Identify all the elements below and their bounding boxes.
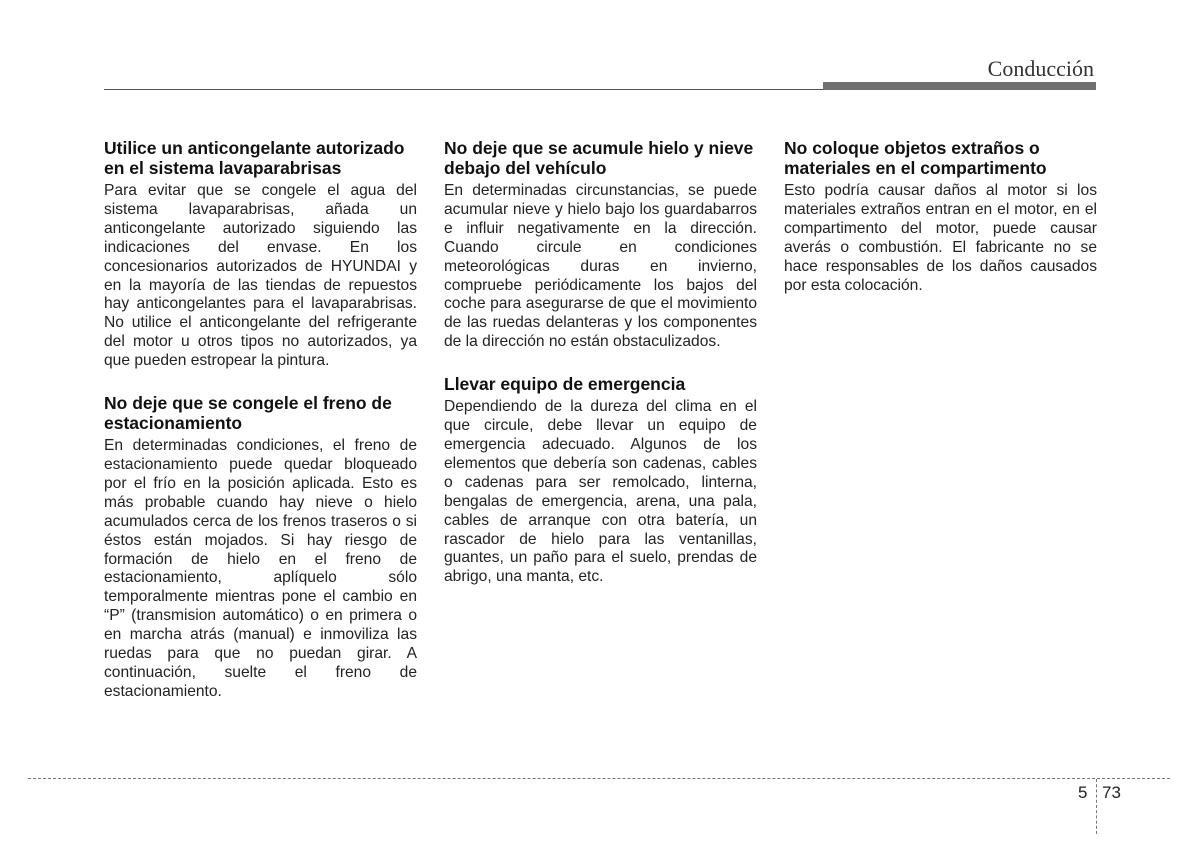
header-rule bbox=[104, 89, 826, 90]
column-2 bbox=[444, 138, 757, 609]
section-heading: Llevar equipo de emergencia bbox=[444, 374, 686, 395]
section-heading: No deje que se congele el freno de estacionamiento bbox=[104, 393, 392, 434]
section-foreign-objects bbox=[784, 138, 1097, 295]
page-number: 73 bbox=[1102, 783, 1121, 802]
section-body: En determinadas circunstancias, se puede acumular nieve y hielo bajo los guardabarros e influir negativamente en la dirección. Cuando circule en condiciones meteorológicas duras en invierno, compruebe periódicamente los bajos del coche para asegurarse de que el movimiento de las ruedas delanteras y los componentes de la dirección no están obstaculizados. bbox=[444, 182, 757, 351]
section-body: Dependiendo de la dureza del clima en el que circule, debe llevar un equipo de emergencia adecuado. Algunos de los elementos que debería son cadenas, cables o cadenas para ser remolcado, linterna, bengalas de emergencia, arena, una pala, cables de arranque con otra batería, un rascador de hielo para las ventanillas, guantes, un paño para el suelo, prendas de abrigo, una manta, etc. bbox=[444, 398, 757, 586]
footer-divider bbox=[1096, 779, 1097, 834]
section-ice-snow bbox=[444, 138, 757, 352]
section-emergency-equipment bbox=[444, 374, 757, 587]
chapter-number: 5 bbox=[1078, 783, 1088, 802]
section-body: Esto podría causar daños al motor si los materiales extraños entran en el motor, en el compartimento del motor, puede causar averás o combustión. El fabricante no se hace responsables de los daños causados por esta colocación. bbox=[784, 182, 1097, 294]
footer-rule bbox=[28, 778, 1170, 779]
section-heading: No coloque objetos extraños o materiales en el compartimento bbox=[784, 138, 1047, 178]
section-body: En determinadas condiciones, el freno de estacionamiento puede quedar bloqueado por el frío en la posición aplicada. Esto es más probable cuando hay nieve o hielo acumulados cerca de los frenos traseros o si éstos están mojados. Si hay riesgo de formación de hielo en el freno de estacionamiento, aplíquelo sólo temporalmente mientras pone el cambio en “P” (transmision automático) o en primera o en marcha atrás (manual) e inmoviliza las ruedas para que no puedan girar. A continuación, suelte el freno de estacionamiento. bbox=[104, 437, 417, 700]
section-heading: No deje que se acumule hielo y nieve debajo del vehículo bbox=[444, 138, 754, 178]
section-antifreeze bbox=[104, 138, 417, 371]
header-rule-accent bbox=[823, 82, 1096, 90]
section-body: Para evitar que se congele el agua del sistema lavaparabrisas, añada un anticongelante autorizado siguiendo las indicaciones del envase. En los concesionarios autorizados de HYUNDAI y en la mayoría de las tiendas de repuestos hay anticongelantes para el lavaparabrisas. No utilice el anticongelante del refrigerante del motor u otros tipos no autorizados, ya que pueden estropear la pintura. bbox=[104, 182, 417, 370]
section-heading: Utilice un anticongelante autorizado en el sistema lavaparabrisas bbox=[104, 138, 405, 178]
section-parking-brake bbox=[104, 393, 417, 702]
header-title: Conducción bbox=[987, 56, 1094, 81]
column-3 bbox=[784, 138, 1097, 317]
column-1 bbox=[104, 138, 417, 724]
